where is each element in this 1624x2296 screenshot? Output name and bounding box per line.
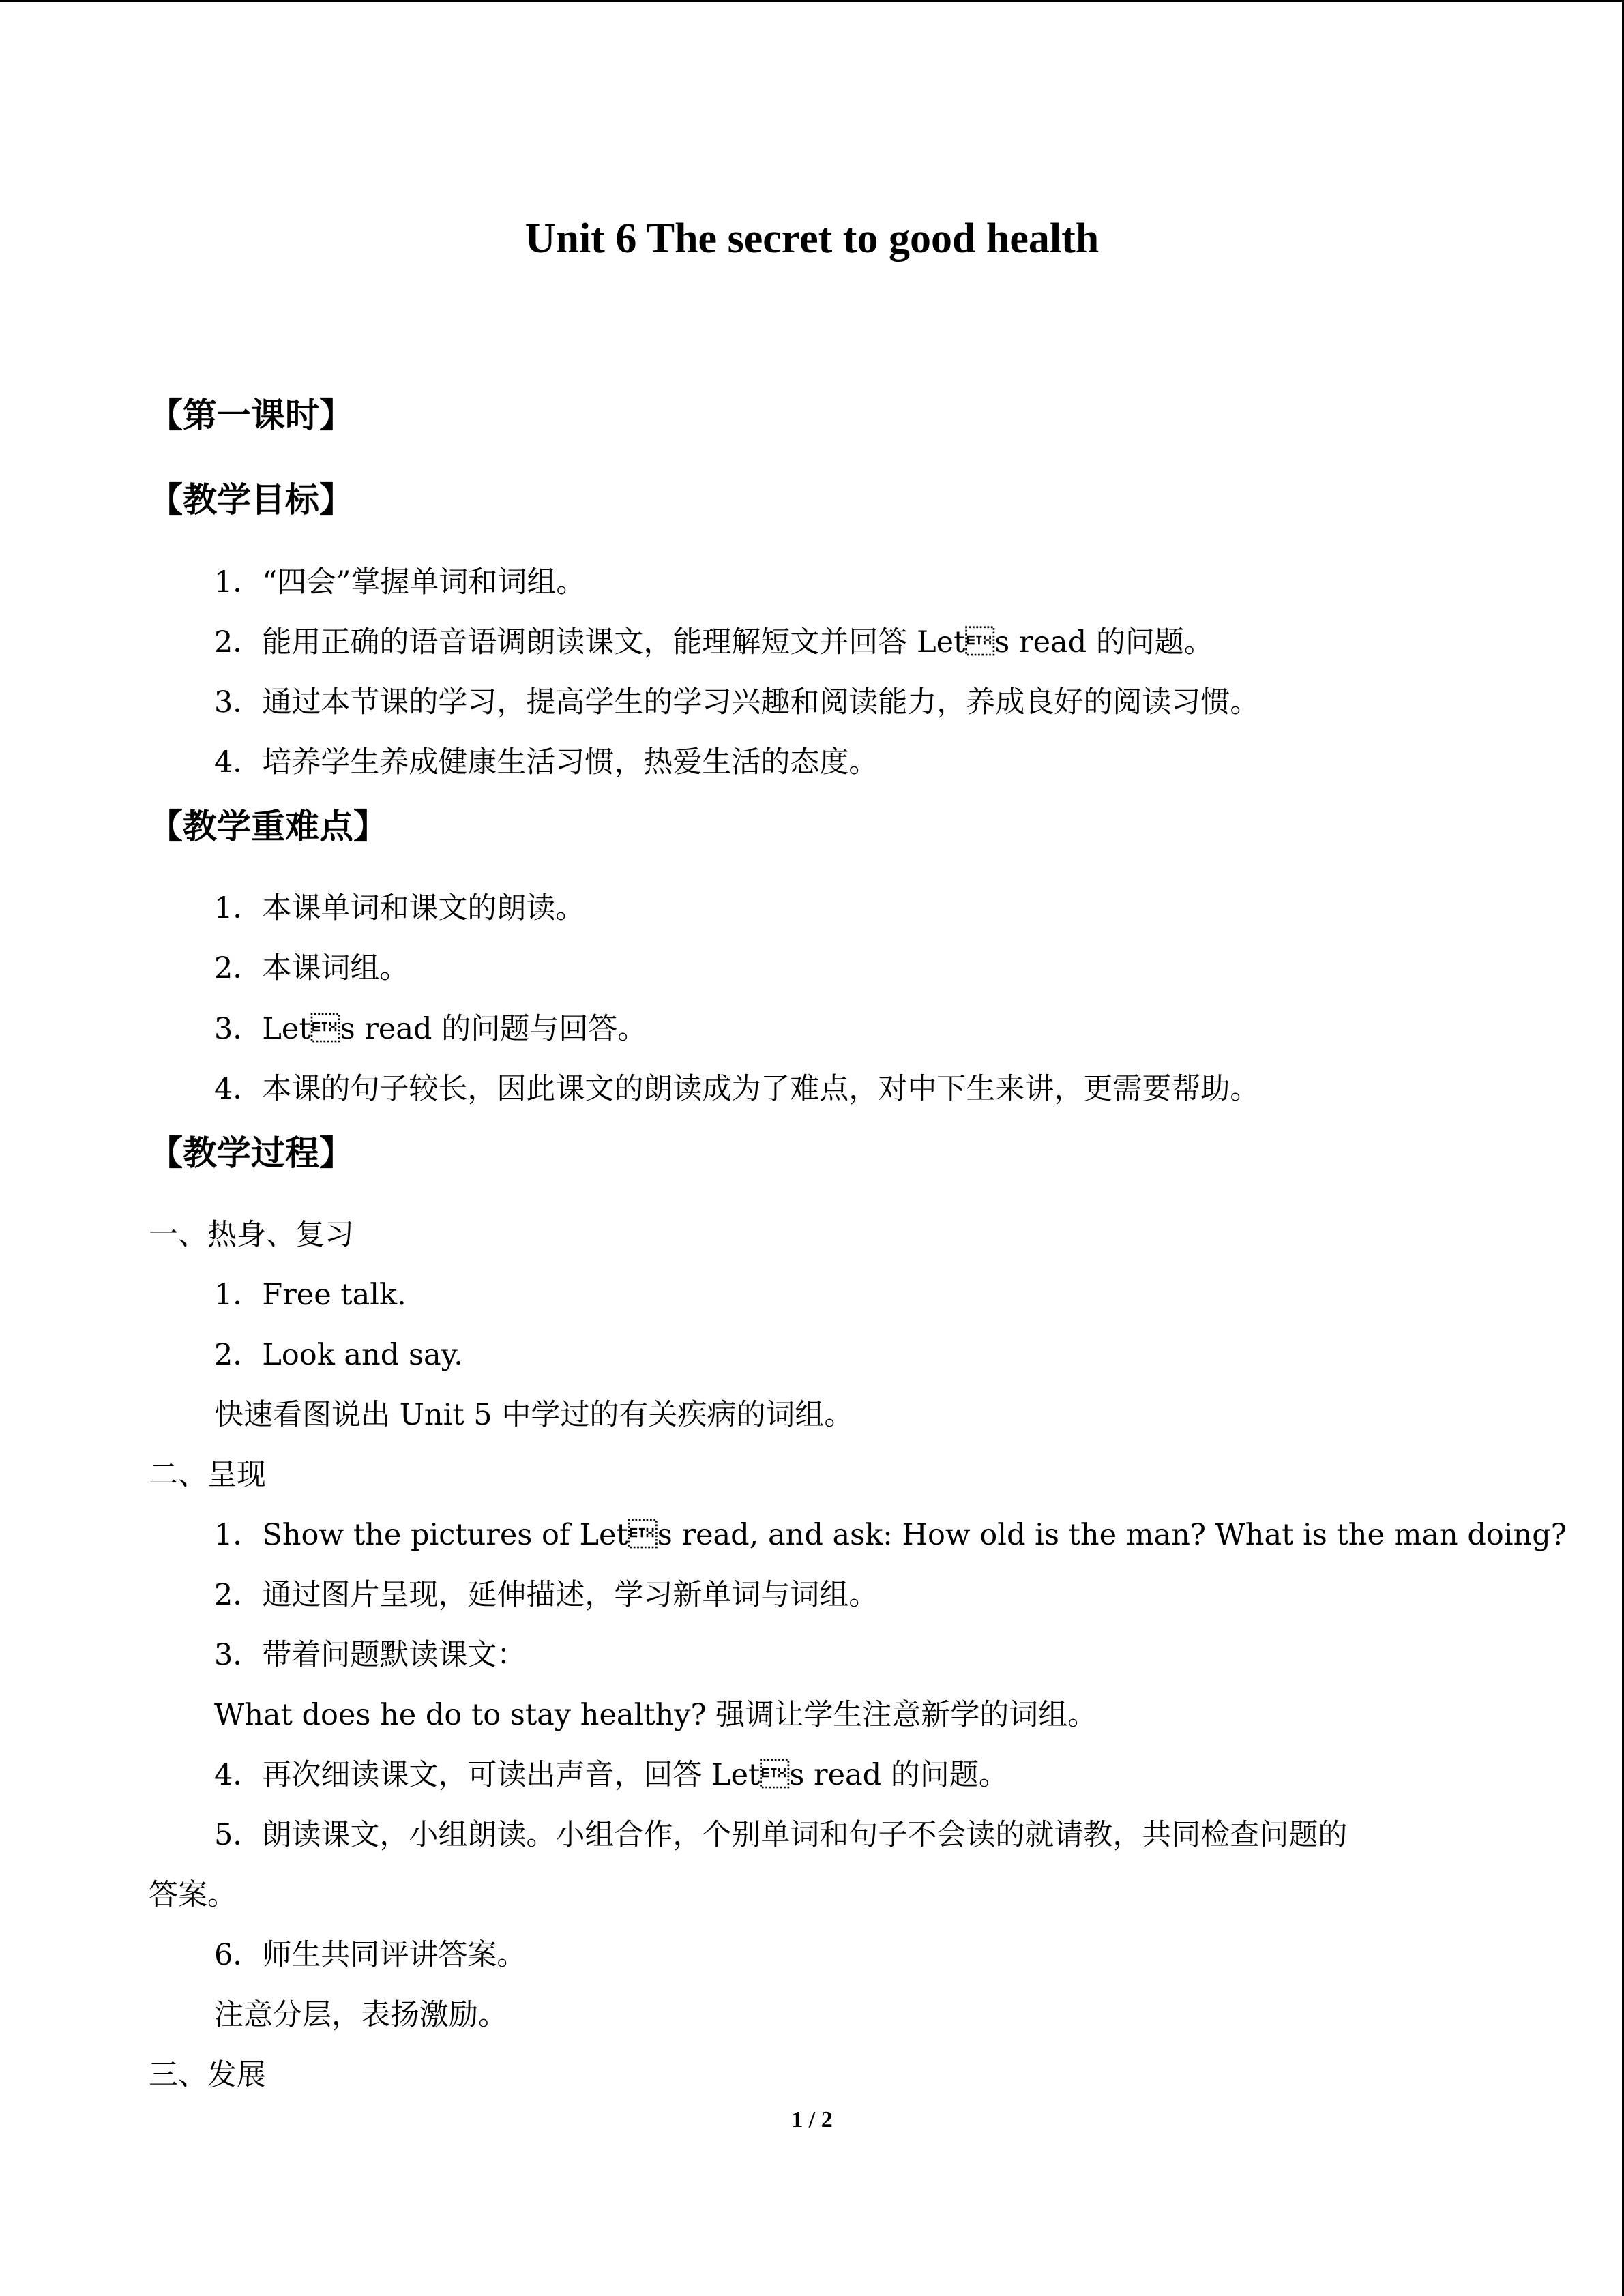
part1-item: 2．Look and say. bbox=[214, 1338, 463, 1372]
part2-item: 2．通过图片呈现，延伸描述，学习新单词与词组。 bbox=[214, 1578, 879, 1612]
keypoint-item: 2．本课词组。 bbox=[214, 951, 409, 985]
part2-item: 3．带着问题默读课文： bbox=[214, 1638, 527, 1672]
goal-item: 4．培养学生养成健康生活习惯，热爱生活的态度。 bbox=[214, 745, 879, 779]
goal-item: 3．通过本节课的学习，提高学生的学习兴趣和阅读能力，养成良好的阅读习惯。 bbox=[214, 685, 1260, 719]
document-title: Unit 6 The secret to good health bbox=[525, 215, 1099, 262]
goal-item: 2．能用正确的语音语调朗读课文，能理解短文并回答 Lets read 的问题。 bbox=[214, 625, 1213, 659]
part2-item: 答案。 bbox=[149, 1878, 237, 1912]
keypoint-item: 4．本课的句子较长，因此课文的朗读成为了难点，对中下生来讲，更需要帮助。 bbox=[214, 1072, 1260, 1106]
part2-item: 1．Show the pictures of Lets read, and ask: How old is the man? What is the man doing? bbox=[214, 1518, 1567, 1552]
part2-item: 6．师生共同评讲答案。 bbox=[214, 1938, 527, 1972]
keypoints-heading: 【教学重难点】 bbox=[149, 807, 387, 846]
page-number: 1 / 2 bbox=[791, 2107, 833, 2132]
part2-heading: 二、呈现 bbox=[149, 1458, 266, 1492]
part1-item: 快速看图说出 Unit 5 中学过的有关疾病的词组。 bbox=[214, 1398, 854, 1432]
keypoint-item: 3．Lets read 的问题与回答。 bbox=[214, 1012, 647, 1046]
top-border bbox=[0, 0, 1624, 2]
part2-item: 5．朗读课文，小组朗读。小组合作，个别单词和句子不会读的就请教，共同检查问题的 bbox=[214, 1818, 1348, 1852]
part1-heading: 一、热身、复习 bbox=[149, 1218, 354, 1252]
part3-heading: 三、发展 bbox=[149, 2058, 266, 2092]
part2-item: 注意分层，表扬激励。 bbox=[214, 1998, 507, 2032]
goals-heading: 【教学目标】 bbox=[149, 480, 353, 520]
keypoint-item: 1．本课单词和课文的朗读。 bbox=[214, 891, 585, 925]
part2-item: 4．再次细读课文，可读出声音，回答 Lets read 的问题。 bbox=[214, 1758, 1008, 1792]
goal-item: 1．“四会”掌握单词和词组。 bbox=[214, 565, 586, 599]
part2-item: What does he do to stay healthy? 强调让学生注意新学的词组。 bbox=[214, 1698, 1097, 1732]
lesson-heading: 【第一课时】 bbox=[149, 396, 353, 435]
process-heading: 【教学过程】 bbox=[149, 1133, 353, 1173]
part1-item: 1．Free talk. bbox=[214, 1278, 407, 1312]
